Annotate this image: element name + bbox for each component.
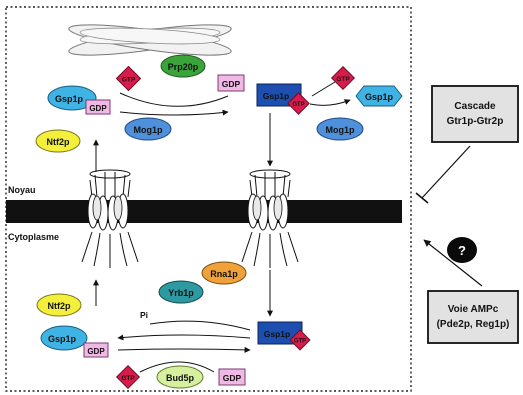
activation-arrow-top (120, 112, 228, 115)
gsp1p-hexagon (356, 86, 402, 106)
question-badge (447, 237, 477, 263)
yrb1p-label: Yrb1p (168, 288, 194, 298)
rna1p-protein (202, 262, 246, 284)
gtp-label: GTP (121, 375, 135, 382)
label-cytoplasme: Cytoplasme (8, 232, 60, 242)
gtp-diamond-right (332, 67, 355, 90)
ntf2p-label: Ntf2p (47, 301, 71, 311)
question-mark: ? (458, 243, 466, 258)
camp-line1: Voie AMPc (447, 304, 499, 315)
cascade-box (432, 86, 518, 142)
inhibition-bar (416, 193, 428, 203)
exchange-arrow-top (120, 93, 228, 106)
gsp1p-gdp-complex-nucleus (48, 86, 110, 114)
gsp1p-gtp-complex-cytoplasm (258, 322, 310, 350)
gdp-label: GDP (221, 79, 241, 89)
gdp-label: GDP (87, 347, 105, 356)
mog1p-label: Mog1p (325, 125, 355, 135)
ntf2p-protein-cytoplasm (37, 294, 81, 316)
prp20p-protein (161, 55, 205, 77)
gtp-exit-arrow (312, 82, 335, 96)
cascade-line1: Cascade (454, 101, 496, 112)
pi-label: Pi (140, 310, 149, 320)
gtp-label: GTP (292, 102, 305, 108)
camp-pathway-box (428, 291, 518, 343)
gsp1p-label: Gsp1p (47, 334, 77, 344)
gsp1p-label: Gsp1p (263, 329, 291, 339)
gsp1p-gdp-complex-cytoplasm (41, 326, 108, 357)
release-arrow-top (310, 100, 350, 105)
gsp1p-label: Gsp1p (54, 94, 84, 104)
inhibition-line (422, 146, 470, 198)
mog1p-protein-right (317, 118, 363, 140)
bud5p-protein (157, 366, 203, 388)
prp20p-label: Prp20p (167, 62, 199, 72)
gdp-label: GDP (222, 373, 242, 383)
gtp-label: GTP (121, 76, 136, 84)
gdp-released-cytoplasm (219, 369, 245, 385)
bud5p-label: Bud5p (166, 373, 194, 383)
nuclear-membrane (6, 200, 402, 223)
gtp-diamond (116, 66, 140, 90)
ntf2p-protein-nucleus (36, 130, 80, 152)
pi-release-arrow (150, 321, 250, 330)
yrb1p-protein (159, 281, 203, 303)
hydrolysis-arrow (118, 335, 250, 338)
gtp-label: GTP (336, 76, 350, 83)
gsp1p-label: Gsp1p (262, 91, 290, 101)
gtp-diamond-bottom (117, 366, 140, 389)
gdp-label: GDP (89, 104, 107, 113)
ntf2p-label: Ntf2p (46, 137, 70, 147)
gdp-released-nucleus (218, 75, 244, 91)
gtp-label: GTP (293, 338, 307, 345)
mog1p-protein-left (125, 118, 171, 140)
label-noyau: Noyau (8, 185, 36, 195)
cascade-line2: Gtr1p-Gtr2p (446, 116, 504, 127)
rna1p-label: Rna1p (210, 269, 238, 279)
chromosome-icon (67, 19, 232, 62)
mog1p-label: Mog1p (133, 125, 163, 135)
gsp1p-label: Gsp1p (364, 92, 394, 102)
camp-line2: (Pde2p, Reg1p) (436, 319, 510, 330)
exchange-arrow-bottom (118, 349, 250, 350)
gsp1p-gtp-complex-nucleus (257, 84, 309, 114)
